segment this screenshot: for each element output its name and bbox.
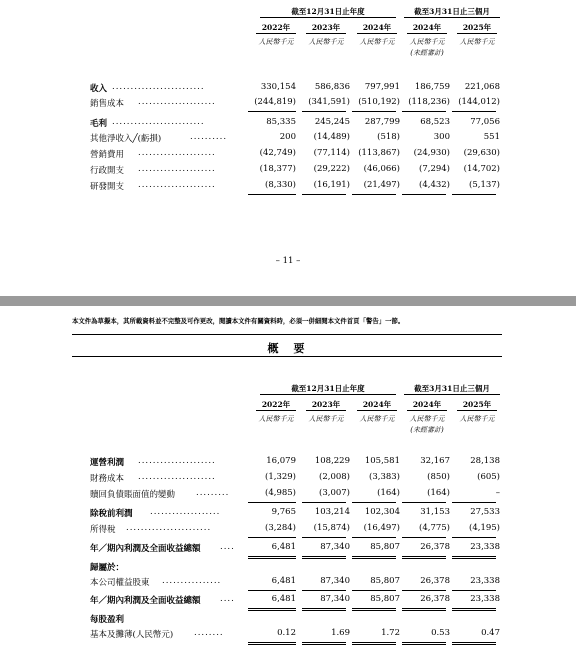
cell: (4,775) — [419, 523, 450, 533]
cell: (2,008) — [319, 472, 350, 482]
cell: (42,749) — [259, 148, 296, 158]
leader-dots: ................... — [150, 507, 221, 517]
row-label: 本公司權益股東 — [90, 578, 150, 588]
cell: 245,245 — [314, 117, 350, 127]
row-label: 年／期內利潤及全面收益總額 — [90, 544, 201, 554]
row-label: 營銷費用 — [90, 150, 125, 160]
leader-dots: ..................... — [138, 97, 216, 107]
cell: (518) — [377, 132, 400, 142]
top-year-4: 2025年 — [462, 23, 492, 32]
cell: 0.47 — [481, 628, 500, 638]
leader-dots: ..................... — [138, 164, 216, 174]
cell: 31,153 — [420, 507, 450, 517]
cell: 85,807 — [370, 542, 400, 552]
cell: 6,481 — [271, 594, 296, 604]
row-label: 所得稅 — [90, 525, 116, 535]
row-label: 贖回負債賬面值的變動 — [90, 490, 176, 500]
cell: 186,759 — [414, 82, 450, 92]
cell: (21,497) — [363, 180, 400, 190]
cell: 221,068 — [464, 82, 500, 92]
cell: 551 — [483, 132, 500, 142]
table-row — [0, 117, 576, 130]
row-label: 行政開支 — [90, 166, 125, 176]
cell: (16,497) — [363, 523, 400, 533]
top-year-0: 2022年 — [261, 23, 291, 32]
cell: (3,007) — [319, 488, 350, 498]
cell: (510,192) — [358, 97, 400, 107]
cell: 32,167 — [420, 456, 450, 466]
cell: 77,056 — [470, 117, 500, 127]
cell: 105,581 — [364, 456, 400, 466]
row-label: 財務成本 — [90, 474, 125, 484]
cell: 108,229 — [314, 456, 350, 466]
top-unit-3: 人民幣千元 — [409, 38, 445, 46]
cell: 68,523 — [420, 117, 450, 127]
cell: 6,481 — [271, 576, 296, 586]
bottom-year-3: 2024年 — [412, 400, 442, 409]
leader-dots: ....................... — [126, 523, 212, 533]
leader-dots: ................ — [162, 576, 222, 586]
cell: 26,378 — [420, 594, 450, 604]
cell: 586,836 — [314, 82, 350, 92]
table-row — [0, 628, 576, 641]
cell: (14,702) — [463, 164, 500, 174]
row-label: 每股盈利 — [90, 615, 125, 625]
top-unit-4: 人民幣千元 — [459, 38, 495, 46]
leader-dots: ..................... — [138, 472, 216, 482]
row-label: 銷售成本 — [90, 99, 125, 109]
leader-dots: ........ — [194, 628, 224, 638]
bottom-year-0: 2022年 — [261, 400, 291, 409]
row-label: 毛利 — [90, 119, 108, 129]
section-title: 概 要 — [267, 342, 307, 355]
table-row — [0, 594, 576, 607]
table-row — [0, 180, 576, 193]
cell: (24,930) — [413, 148, 450, 158]
cell: (7,294) — [419, 164, 450, 174]
cell: (15,874) — [313, 523, 350, 533]
cell: 0.12 — [277, 628, 296, 638]
bottom-unaudited: (未經審計) — [410, 426, 444, 434]
page-separator — [0, 296, 576, 306]
table-row — [0, 561, 576, 574]
table-row — [0, 456, 576, 469]
cell: 87,340 — [320, 594, 350, 604]
cell: 103,214 — [314, 507, 350, 517]
top-unit-1: 人民幣千元 — [308, 38, 344, 46]
leader-dots: .... — [220, 594, 235, 604]
bottom-unit-0: 人民幣千元 — [258, 415, 294, 423]
cell: 85,335 — [266, 117, 296, 127]
cell: (164) — [427, 488, 450, 498]
top-unit-2: 人民幣千元 — [359, 38, 395, 46]
cell: 87,340 — [320, 542, 350, 552]
cell: 287,799 — [364, 117, 400, 127]
table-row — [0, 97, 576, 110]
cell: (77,114) — [313, 148, 350, 158]
cell: 23,338 — [470, 594, 500, 604]
draft-notice: 本文件為草擬本，其所載資料並不完整及可作更改，閱讀本文件有關資料時，必須一併細閱本文件首頁「警告」一節。 — [72, 317, 405, 325]
cell: (46,066) — [363, 164, 400, 174]
cell: (8,330) — [265, 180, 296, 190]
bottom-year-1: 2023年 — [311, 400, 341, 409]
row-label: 運營利潤 — [90, 458, 125, 468]
cell: – — [495, 488, 500, 498]
cell: 87,340 — [320, 576, 350, 586]
cell: (118,236) — [408, 97, 450, 107]
bottom-unit-4: 人民幣千元 — [459, 415, 495, 423]
table-row — [0, 613, 576, 626]
top-quarter-header: 截至3月31日止三個月 — [414, 7, 490, 16]
table-row — [0, 488, 576, 501]
leader-dots: .......... — [190, 132, 228, 142]
cell: 85,807 — [370, 576, 400, 586]
cell: 0.53 — [431, 628, 450, 638]
table-row — [0, 507, 576, 520]
row-label: 基本及攤薄(人民幣元) — [90, 630, 174, 640]
leader-dots: .... — [220, 542, 235, 552]
leader-dots: ..................... — [138, 148, 216, 158]
table-row — [0, 576, 576, 589]
cell: (5,137) — [469, 180, 500, 190]
cell: (16,191) — [313, 180, 350, 190]
table-row — [0, 472, 576, 485]
row-label: 年／期內利潤及全面收益總額 — [90, 596, 201, 606]
page-number: – 11 – — [275, 256, 301, 266]
table-row — [0, 523, 576, 536]
cell: (29,222) — [313, 164, 350, 174]
cell: (113,867) — [358, 148, 400, 158]
cell: 300 — [433, 132, 450, 142]
cell: (144,012) — [458, 97, 500, 107]
row-label: 收入 — [90, 84, 108, 94]
cell: 23,338 — [470, 542, 500, 552]
row-label: 研發開支 — [90, 182, 125, 192]
cell: (4,195) — [469, 523, 500, 533]
bottom-unit-3: 人民幣千元 — [409, 415, 445, 423]
table-row — [0, 132, 576, 145]
top-unaudited: (未經審計) — [410, 49, 444, 57]
cell: (244,819) — [254, 97, 296, 107]
cell: 1.72 — [381, 628, 400, 638]
cell: (341,591) — [308, 97, 350, 107]
cell: 23,338 — [470, 576, 500, 586]
cell: 6,481 — [271, 542, 296, 552]
leader-dots: ..................... — [138, 456, 216, 466]
table-row — [0, 164, 576, 177]
top-unit-0: 人民幣千元 — [258, 38, 294, 46]
top-year-3: 2024年 — [412, 23, 442, 32]
cell: 9,765 — [271, 507, 296, 517]
cell: 26,378 — [420, 576, 450, 586]
cell: 28,138 — [470, 456, 500, 466]
row-label: 除稅前利潤 — [90, 509, 133, 519]
leader-dots: ......................... — [112, 117, 205, 127]
cell: (14,489) — [313, 132, 350, 142]
cell: (164) — [377, 488, 400, 498]
cell: 102,304 — [364, 507, 400, 517]
cell: (29,630) — [463, 148, 500, 158]
leader-dots: ......... — [196, 488, 230, 498]
bottom-quarter-header: 截至3月31日止三個月 — [414, 384, 490, 393]
table-row — [0, 542, 576, 555]
table-row — [0, 148, 576, 161]
top-year-header: 截至12月31日止年度 — [291, 7, 365, 16]
cell: 797,991 — [364, 82, 400, 92]
row-label: 其他淨收入╱(虧損) — [90, 134, 162, 144]
bottom-year-4: 2025年 — [462, 400, 492, 409]
cell: (18,377) — [259, 164, 296, 174]
cell: 85,807 — [370, 594, 400, 604]
leader-dots: ..................... — [138, 180, 216, 190]
cell: 330,154 — [260, 82, 296, 92]
cell: (605) — [477, 472, 500, 482]
bottom-year-2: 2024年 — [362, 400, 392, 409]
bottom-year-header: 截至12月31日止年度 — [291, 384, 365, 393]
row-label: 歸屬於： — [90, 563, 125, 573]
cell: 26,378 — [420, 542, 450, 552]
cell: (4,432) — [419, 180, 450, 190]
cell: 16,079 — [266, 456, 296, 466]
cell: (1,329) — [265, 472, 296, 482]
bottom-unit-1: 人民幣千元 — [308, 415, 344, 423]
cell: 1.69 — [331, 628, 350, 638]
top-year-1: 2023年 — [311, 23, 341, 32]
cell: (3,284) — [265, 523, 296, 533]
cell: 200 — [279, 132, 296, 142]
table-row — [0, 82, 576, 95]
leader-dots: ......................... — [112, 82, 205, 92]
cell: (3,383) — [369, 472, 400, 482]
cell: 27,533 — [470, 507, 500, 517]
cell: (4,985) — [265, 488, 296, 498]
bottom-unit-2: 人民幣千元 — [359, 415, 395, 423]
cell: (850) — [427, 472, 450, 482]
top-year-2: 2024年 — [362, 23, 392, 32]
